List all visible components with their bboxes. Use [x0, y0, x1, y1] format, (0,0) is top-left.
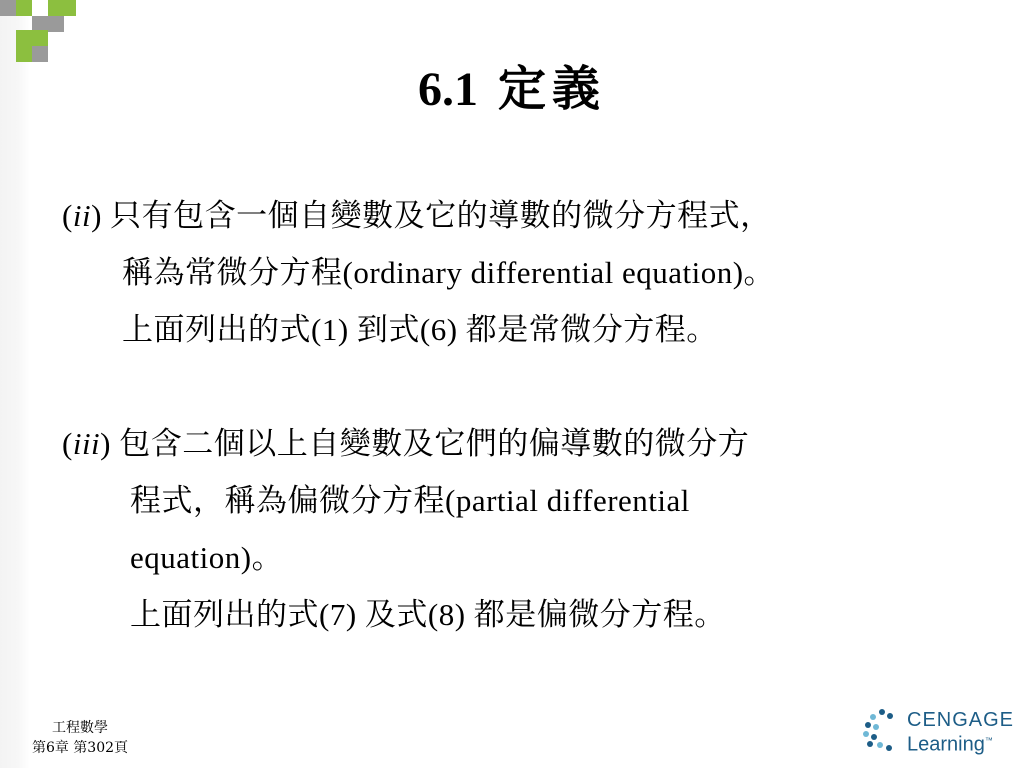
footer-course: 工程數學	[52, 720, 108, 736]
paragraph-iii-line-4: 上面列出的式(7) 及式(8) 都是偏微分方程。	[130, 597, 726, 632]
trademark-symbol: ™	[984, 736, 993, 745]
paragraph-ii-line-3: 上面列出的式(1) 到式(6) 都是常微分方程。	[122, 312, 718, 347]
paragraph-iii-line-1: (iii) 包含二個以上自變數及它們的偏導數的微分方	[62, 426, 750, 461]
logo-word-learning	[907, 730, 993, 756]
body-text: 只有包含一個自變數及它的導數的微分方程式，	[110, 198, 772, 233]
cengage-logo	[862, 706, 1015, 756]
logo-word-learning-text: Learning	[907, 733, 985, 756]
section-title: 定義	[497, 63, 606, 116]
body-text: 包含二個以上自變數及它們的偏導數的微分方	[119, 426, 750, 461]
paragraph-iii-line-2: 程式，稱為偏微分方程(partial differential	[130, 483, 690, 518]
paragraph-ii-line-1: (ii) 只有包含一個自變數及它的導數的微分方程式，	[62, 198, 772, 233]
page-footer	[20, 718, 140, 758]
logo-word-cengage: CENGAGE	[907, 709, 1015, 731]
item-marker: ii	[72, 198, 92, 233]
paragraph-iii-line-3: equation)。	[130, 540, 284, 575]
footer-page: 第6章 第302頁	[31, 740, 129, 756]
paragraph-ii-line-2: 稱為常微分方程(ordinary differential equation)。	[122, 255, 776, 290]
cengage-logo-icon	[862, 708, 904, 752]
item-marker: iii	[72, 426, 101, 461]
section-number: 6.1	[417, 63, 478, 116]
